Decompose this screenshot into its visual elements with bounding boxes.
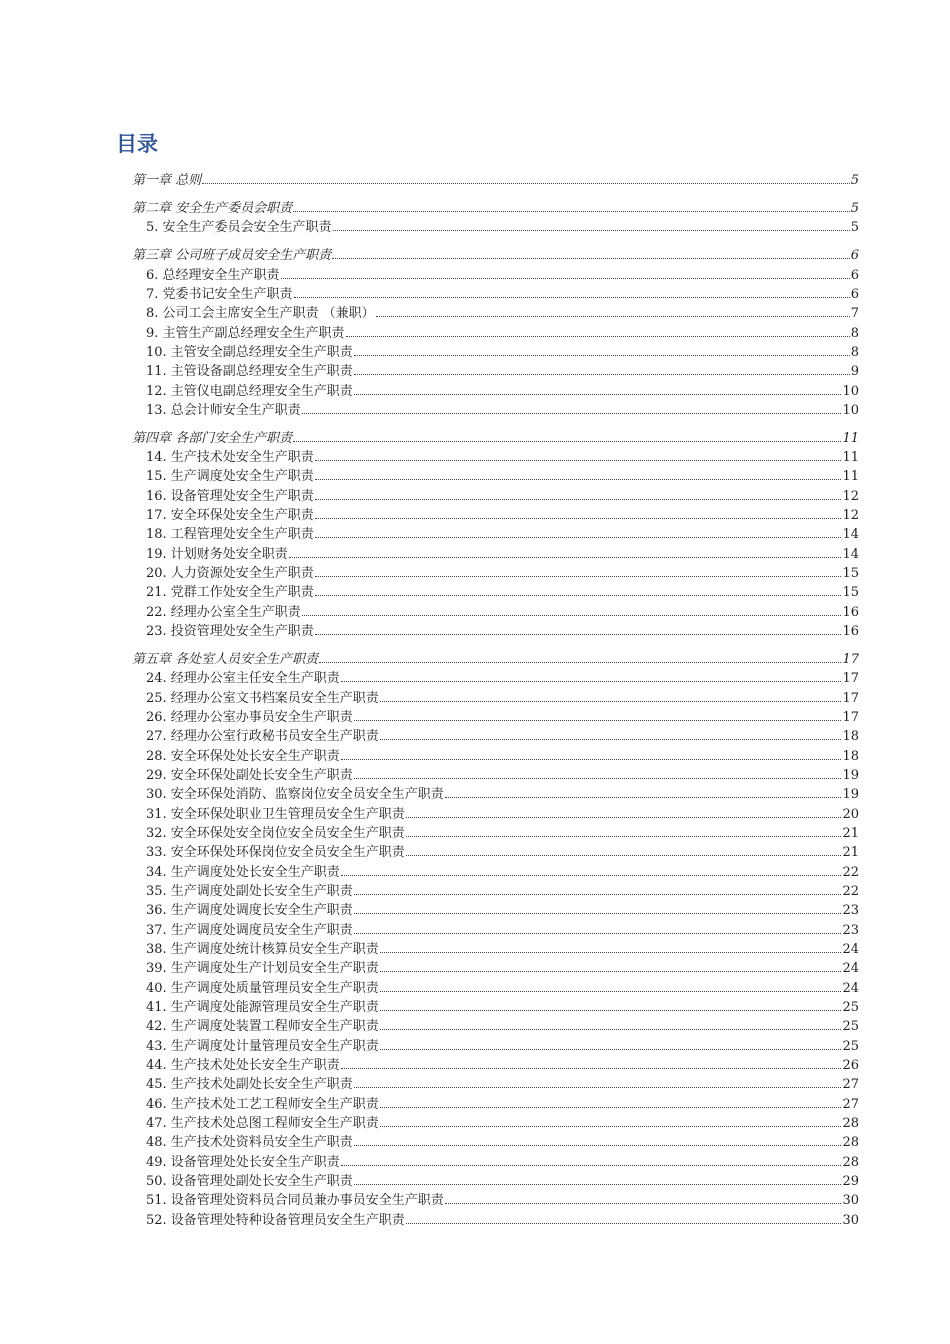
toc-page-number: 7 <box>850 306 859 322</box>
toc-gap <box>132 418 859 426</box>
toc-entry-link[interactable] <box>132 1170 859 1189</box>
dot-leader <box>315 459 842 461</box>
toc-entry-link[interactable] <box>132 783 859 802</box>
toc-entry-link[interactable] <box>132 1150 859 1169</box>
toc-entry-link[interactable] <box>132 725 859 744</box>
toc-page-number: 29 <box>842 1174 859 1190</box>
dot-leader <box>341 1067 842 1069</box>
toc-entry-link[interactable] <box>132 321 859 340</box>
toc-chapter-link[interactable] <box>132 647 859 666</box>
toc-page-number: 24 <box>842 961 859 977</box>
toc-entry-link[interactable] <box>132 523 859 542</box>
dot-leader <box>294 296 850 298</box>
toc-label: 5. 安全生产委员会安全生产职责 <box>146 220 332 236</box>
dot-leader <box>380 951 842 953</box>
toc-page-number: 12 <box>842 488 859 504</box>
toc-page-number: 25 <box>842 1038 859 1054</box>
dot-leader <box>380 1028 842 1030</box>
toc-entry-link[interactable] <box>132 686 859 705</box>
dot-leader <box>380 990 842 992</box>
toc-page-number: 16 <box>842 624 859 640</box>
toc-page-number: 21 <box>842 825 859 841</box>
toc-entry-link[interactable] <box>132 1015 859 1034</box>
dot-leader <box>315 498 842 500</box>
toc-label: 30. 安全环保处消防、监察岗位安全员安全生产职责 <box>146 787 444 803</box>
toc-label: 32. 安全环保处安全岗位安全员安全生产职责 <box>146 825 405 841</box>
toc-entry-link[interactable] <box>132 1112 859 1131</box>
toc-entry-link[interactable] <box>132 504 859 523</box>
toc-page-number: 5 <box>850 220 859 236</box>
toc-label: 26. 经理办公室办事员安全生产职责 <box>146 709 353 725</box>
toc-label: 16. 设备管理处安全生产职责 <box>146 488 314 504</box>
dot-leader <box>354 1144 842 1146</box>
dot-leader <box>406 816 842 818</box>
dot-leader <box>380 1048 842 1050</box>
table-of-contents <box>132 169 859 1228</box>
dot-leader <box>354 393 842 395</box>
toc-page-number: 8 <box>850 344 859 360</box>
dot-leader <box>281 277 850 279</box>
toc-label: 51. 设备管理处资料员合同员兼办事员安全生产职责 <box>146 1193 444 1209</box>
toc-label: 17. 安全环保处安全生产职责 <box>146 508 314 524</box>
toc-page-number: 11 <box>842 449 859 465</box>
toc-gap <box>132 188 859 196</box>
toc-label: 25. 经理办公室文书档案员安全生产职责 <box>146 690 379 706</box>
dot-leader <box>341 874 842 876</box>
toc-entry-link[interactable] <box>132 1189 859 1208</box>
dot-leader <box>315 478 842 480</box>
dot-leader <box>354 719 842 721</box>
toc-page-number: 14 <box>842 546 859 562</box>
toc-label: 23. 投资管理处安全生产职责 <box>146 624 314 640</box>
toc-page-number: 19 <box>842 787 859 803</box>
dot-leader <box>346 335 850 337</box>
dot-leader <box>333 229 850 231</box>
toc-entry-link[interactable] <box>132 899 859 918</box>
toc-page-number: 5 <box>850 173 859 189</box>
toc-entry-link[interactable] <box>132 283 859 302</box>
toc-label: 13. 总会计师安全生产职责 <box>146 402 301 418</box>
toc-entry-link[interactable] <box>132 360 859 379</box>
toc-page-number: 28 <box>842 1135 859 1151</box>
toc-label: 35. 生产调度处副处长安全生产职责 <box>146 883 353 899</box>
toc-page-number: 22 <box>842 883 859 899</box>
toc-label: 14. 生产技术处安全生产职责 <box>146 449 314 465</box>
toc-chapter-link[interactable] <box>132 244 859 263</box>
dot-leader <box>380 1009 842 1011</box>
toc-label: 12. 主管仪电副总经理安全生产职责 <box>146 383 353 399</box>
toc-page-number: 21 <box>842 845 859 861</box>
toc-label: 52. 设备管理处特种设备管理员安全生产职责 <box>146 1212 405 1228</box>
dot-leader <box>302 412 842 414</box>
dot-leader <box>319 661 841 663</box>
toc-page-number: 22 <box>842 864 859 880</box>
toc-page-number: 20 <box>842 806 859 822</box>
toc-entry-link[interactable] <box>132 860 859 879</box>
toc-label: 11. 主管设备副总经理安全生产职责 <box>146 364 353 380</box>
toc-page-number: 11 <box>842 469 859 485</box>
dot-leader <box>315 575 842 577</box>
toc-page-number: 6 <box>850 267 859 283</box>
dot-leader <box>341 1164 842 1166</box>
toc-page-number: 5 <box>850 201 859 217</box>
toc-label: 50. 设备管理处副处长安全生产职责 <box>146 1174 353 1190</box>
toc-entry-link[interactable] <box>132 446 859 465</box>
toc-entry-link[interactable] <box>132 341 859 360</box>
toc-label: 19. 计划财务处安全职责 <box>146 546 288 562</box>
toc-entry-link[interactable] <box>132 822 859 841</box>
toc-label: 34. 生产调度处处长安全生产职责 <box>146 864 340 880</box>
toc-page-number: 30 <box>842 1212 859 1228</box>
toc-entry-link[interactable] <box>132 880 859 899</box>
toc-entry-link[interactable] <box>132 1208 859 1227</box>
toc-page-number: 18 <box>842 748 859 764</box>
toc-page-number: 17 <box>842 709 859 725</box>
toc-chapter-link[interactable] <box>132 169 859 188</box>
toc-page-number: 10 <box>842 383 859 399</box>
toc-entry-link[interactable] <box>132 562 859 581</box>
toc-label: 第五章 各处室人员安全生产职责 <box>132 651 319 667</box>
dot-leader <box>406 835 842 837</box>
toc-entry-link[interactable] <box>132 216 859 235</box>
toc-page-number: 24 <box>842 941 859 957</box>
dot-leader <box>341 680 842 682</box>
dot-leader <box>445 1202 842 1204</box>
toc-entry-link[interactable] <box>132 484 859 503</box>
toc-chapter-link[interactable] <box>132 197 859 216</box>
toc-label: 第三章 公司班子成员安全生产职责 <box>132 248 332 264</box>
toc-label: 9. 主管生产副总经理安全生产职责 <box>146 325 345 341</box>
toc-page-number: 23 <box>842 903 859 919</box>
toc-entry-link[interactable] <box>132 938 859 957</box>
dot-leader <box>380 1106 842 1108</box>
toc-entry-link[interactable] <box>132 1054 859 1073</box>
dot-leader <box>406 1222 842 1224</box>
toc-page-number: 15 <box>842 566 859 582</box>
toc-label: 10. 主管安全副总经理安全生产职责 <box>146 344 353 360</box>
toc-page-number: 23 <box>842 922 859 938</box>
toc-label: 27. 经理办公室行政秘书员安全生产职责 <box>146 729 379 745</box>
toc-heading: 目录 <box>116 132 158 156</box>
toc-entry-link[interactable] <box>132 764 859 783</box>
toc-label: 42. 生产调度处装置工程师安全生产职责 <box>146 1019 379 1035</box>
toc-entry-link[interactable] <box>132 667 859 686</box>
toc-page-number: 11 <box>842 430 859 446</box>
toc-label: 36. 生产调度处调度长安全生产职责 <box>146 903 353 919</box>
toc-label: 24. 经理办公室主任安全生产职责 <box>146 671 340 687</box>
toc-label: 45. 生产技术处副处长安全生产职责 <box>146 1077 353 1093</box>
dot-leader <box>315 517 842 519</box>
toc-label: 21. 党群工作处安全生产职责 <box>146 585 314 601</box>
toc-entry-link[interactable] <box>132 620 859 639</box>
dot-leader <box>315 536 842 538</box>
toc-gap <box>132 639 859 647</box>
toc-label: 28. 安全环保处处长安全生产职责 <box>146 748 340 764</box>
dot-leader <box>354 373 850 375</box>
toc-label: 47. 生产技术处总图工程师安全生产职责 <box>146 1116 379 1132</box>
dot-leader <box>293 440 841 442</box>
dot-leader <box>332 257 850 259</box>
toc-gap <box>132 235 859 243</box>
dot-leader <box>289 556 842 558</box>
toc-label: 6. 总经理安全生产职责 <box>146 267 280 283</box>
dot-leader <box>445 796 842 798</box>
toc-entry-link[interactable] <box>132 1092 859 1111</box>
toc-label: 39. 生产调度处生产计划员安全生产职责 <box>146 961 379 977</box>
toc-entry-link[interactable] <box>132 465 859 484</box>
toc-page-number: 6 <box>850 248 859 264</box>
dot-leader <box>293 210 850 212</box>
dot-leader <box>376 315 850 317</box>
toc-page-number: 26 <box>842 1058 859 1074</box>
toc-page-number: 25 <box>842 1000 859 1015</box>
toc-label: 46. 生产技术处工艺工程师安全生产职责 <box>146 1096 379 1112</box>
toc-page-number: 17 <box>842 690 859 706</box>
toc-page-number: 12 <box>842 508 859 524</box>
toc-label: 29. 安全环保处副处长安全生产职责 <box>146 767 353 783</box>
toc-label: 37. 生产调度处调度员安全生产职责 <box>146 922 353 938</box>
dot-leader <box>354 777 842 779</box>
toc-page-number: 8 <box>850 325 859 341</box>
toc-entry-link[interactable] <box>132 581 859 600</box>
toc-label: 15. 生产调度处安全生产职责 <box>146 469 314 485</box>
toc-entry-link[interactable] <box>132 379 859 398</box>
toc-page-number: 15 <box>842 585 859 601</box>
toc-label: 49. 设备管理处处长安全生产职责 <box>146 1154 340 1170</box>
toc-page-number: 16 <box>842 604 859 620</box>
dot-leader <box>354 912 842 914</box>
toc-label: 7. 党委书记安全生产职责 <box>146 286 293 302</box>
dot-leader <box>380 700 842 702</box>
toc-entry-link[interactable] <box>132 302 859 321</box>
toc-label: 22. 经理办公室全生产职责 <box>146 604 301 620</box>
toc-label: 38. 生产调度处统计核算员安全生产职责 <box>146 941 379 957</box>
toc-entry-link[interactable] <box>132 841 859 860</box>
dot-leader <box>354 354 850 356</box>
dot-leader <box>406 854 842 856</box>
toc-page-number: 30 <box>842 1193 859 1209</box>
toc-entry-link[interactable] <box>132 996 859 1015</box>
toc-entry-link[interactable] <box>132 706 859 725</box>
toc-label: 8. 公司工会主席安全生产职责 （兼职） <box>146 306 375 322</box>
dot-leader <box>354 1183 842 1185</box>
toc-page-number: 10 <box>842 402 859 418</box>
toc-page-number: 14 <box>842 527 859 543</box>
toc-page-number: 17 <box>842 651 859 667</box>
toc-entry-link[interactable] <box>132 1131 859 1150</box>
toc-entry-link[interactable] <box>132 600 859 619</box>
toc-label: 48. 生产技术处资料员安全生产职责 <box>146 1135 353 1151</box>
dot-leader <box>380 1125 842 1127</box>
toc-entry-link[interactable] <box>132 399 859 418</box>
dot-leader <box>380 970 842 972</box>
toc-label: 33. 安全环保处环保岗位安全员安全生产职责 <box>146 845 405 861</box>
toc-entry-link[interactable] <box>132 1034 859 1053</box>
toc-entry-link[interactable] <box>132 976 859 995</box>
toc-page-number: 24 <box>842 980 859 996</box>
toc-page-number: 18 <box>842 729 859 745</box>
toc-page-number: 27 <box>842 1096 859 1112</box>
toc-entry-link[interactable] <box>132 263 859 282</box>
dot-leader <box>302 614 842 616</box>
dot-leader <box>354 932 842 934</box>
toc-label: 18. 工程管理处安全生产职责 <box>146 527 314 543</box>
toc-label: 20. 人力资源处安全生产职责 <box>146 566 314 582</box>
dot-leader <box>354 1086 842 1088</box>
toc-chapter-link[interactable] <box>132 426 859 445</box>
toc-label: 第一章 总则 <box>132 173 202 189</box>
toc-label: 41. 生产调度处能源管理员安全生产职责 <box>146 1000 379 1015</box>
toc-label: 第二章 安全生产委员会职责 <box>132 201 293 217</box>
dot-leader <box>315 594 842 596</box>
toc-entry-link[interactable] <box>132 918 859 937</box>
toc-entry-link[interactable] <box>132 1073 859 1092</box>
toc-entry-link[interactable] <box>132 802 859 821</box>
toc-page-number: 25 <box>842 1019 859 1035</box>
toc-page-number: 27 <box>842 1077 859 1093</box>
toc-label: 31. 安全环保处职业卫生管理员安全生产职责 <box>146 806 405 822</box>
toc-entry-link[interactable] <box>132 744 859 763</box>
toc-label: 第四章 各部门安全生产职责 <box>132 430 293 446</box>
toc-page-number: 6 <box>850 286 859 302</box>
toc-page-number: 17 <box>842 671 859 687</box>
toc-entry-link[interactable] <box>132 542 859 561</box>
toc-label: 44. 生产技术处处长安全生产职责 <box>146 1058 340 1074</box>
toc-page-number: 28 <box>842 1154 859 1170</box>
toc-label: 43. 生产调度处计量管理员安全生产职责 <box>146 1038 379 1054</box>
toc-page-number: 9 <box>850 364 859 380</box>
dot-leader <box>354 893 842 895</box>
dot-leader <box>341 758 842 760</box>
toc-page-number: 28 <box>842 1116 859 1132</box>
dot-leader <box>202 182 850 184</box>
dot-leader <box>380 738 842 740</box>
toc-entry-link[interactable] <box>132 957 859 976</box>
dot-leader <box>315 633 842 635</box>
toc-label: 40. 生产调度处质量管理员安全生产职责 <box>146 980 379 996</box>
toc-page-number: 19 <box>842 767 859 783</box>
